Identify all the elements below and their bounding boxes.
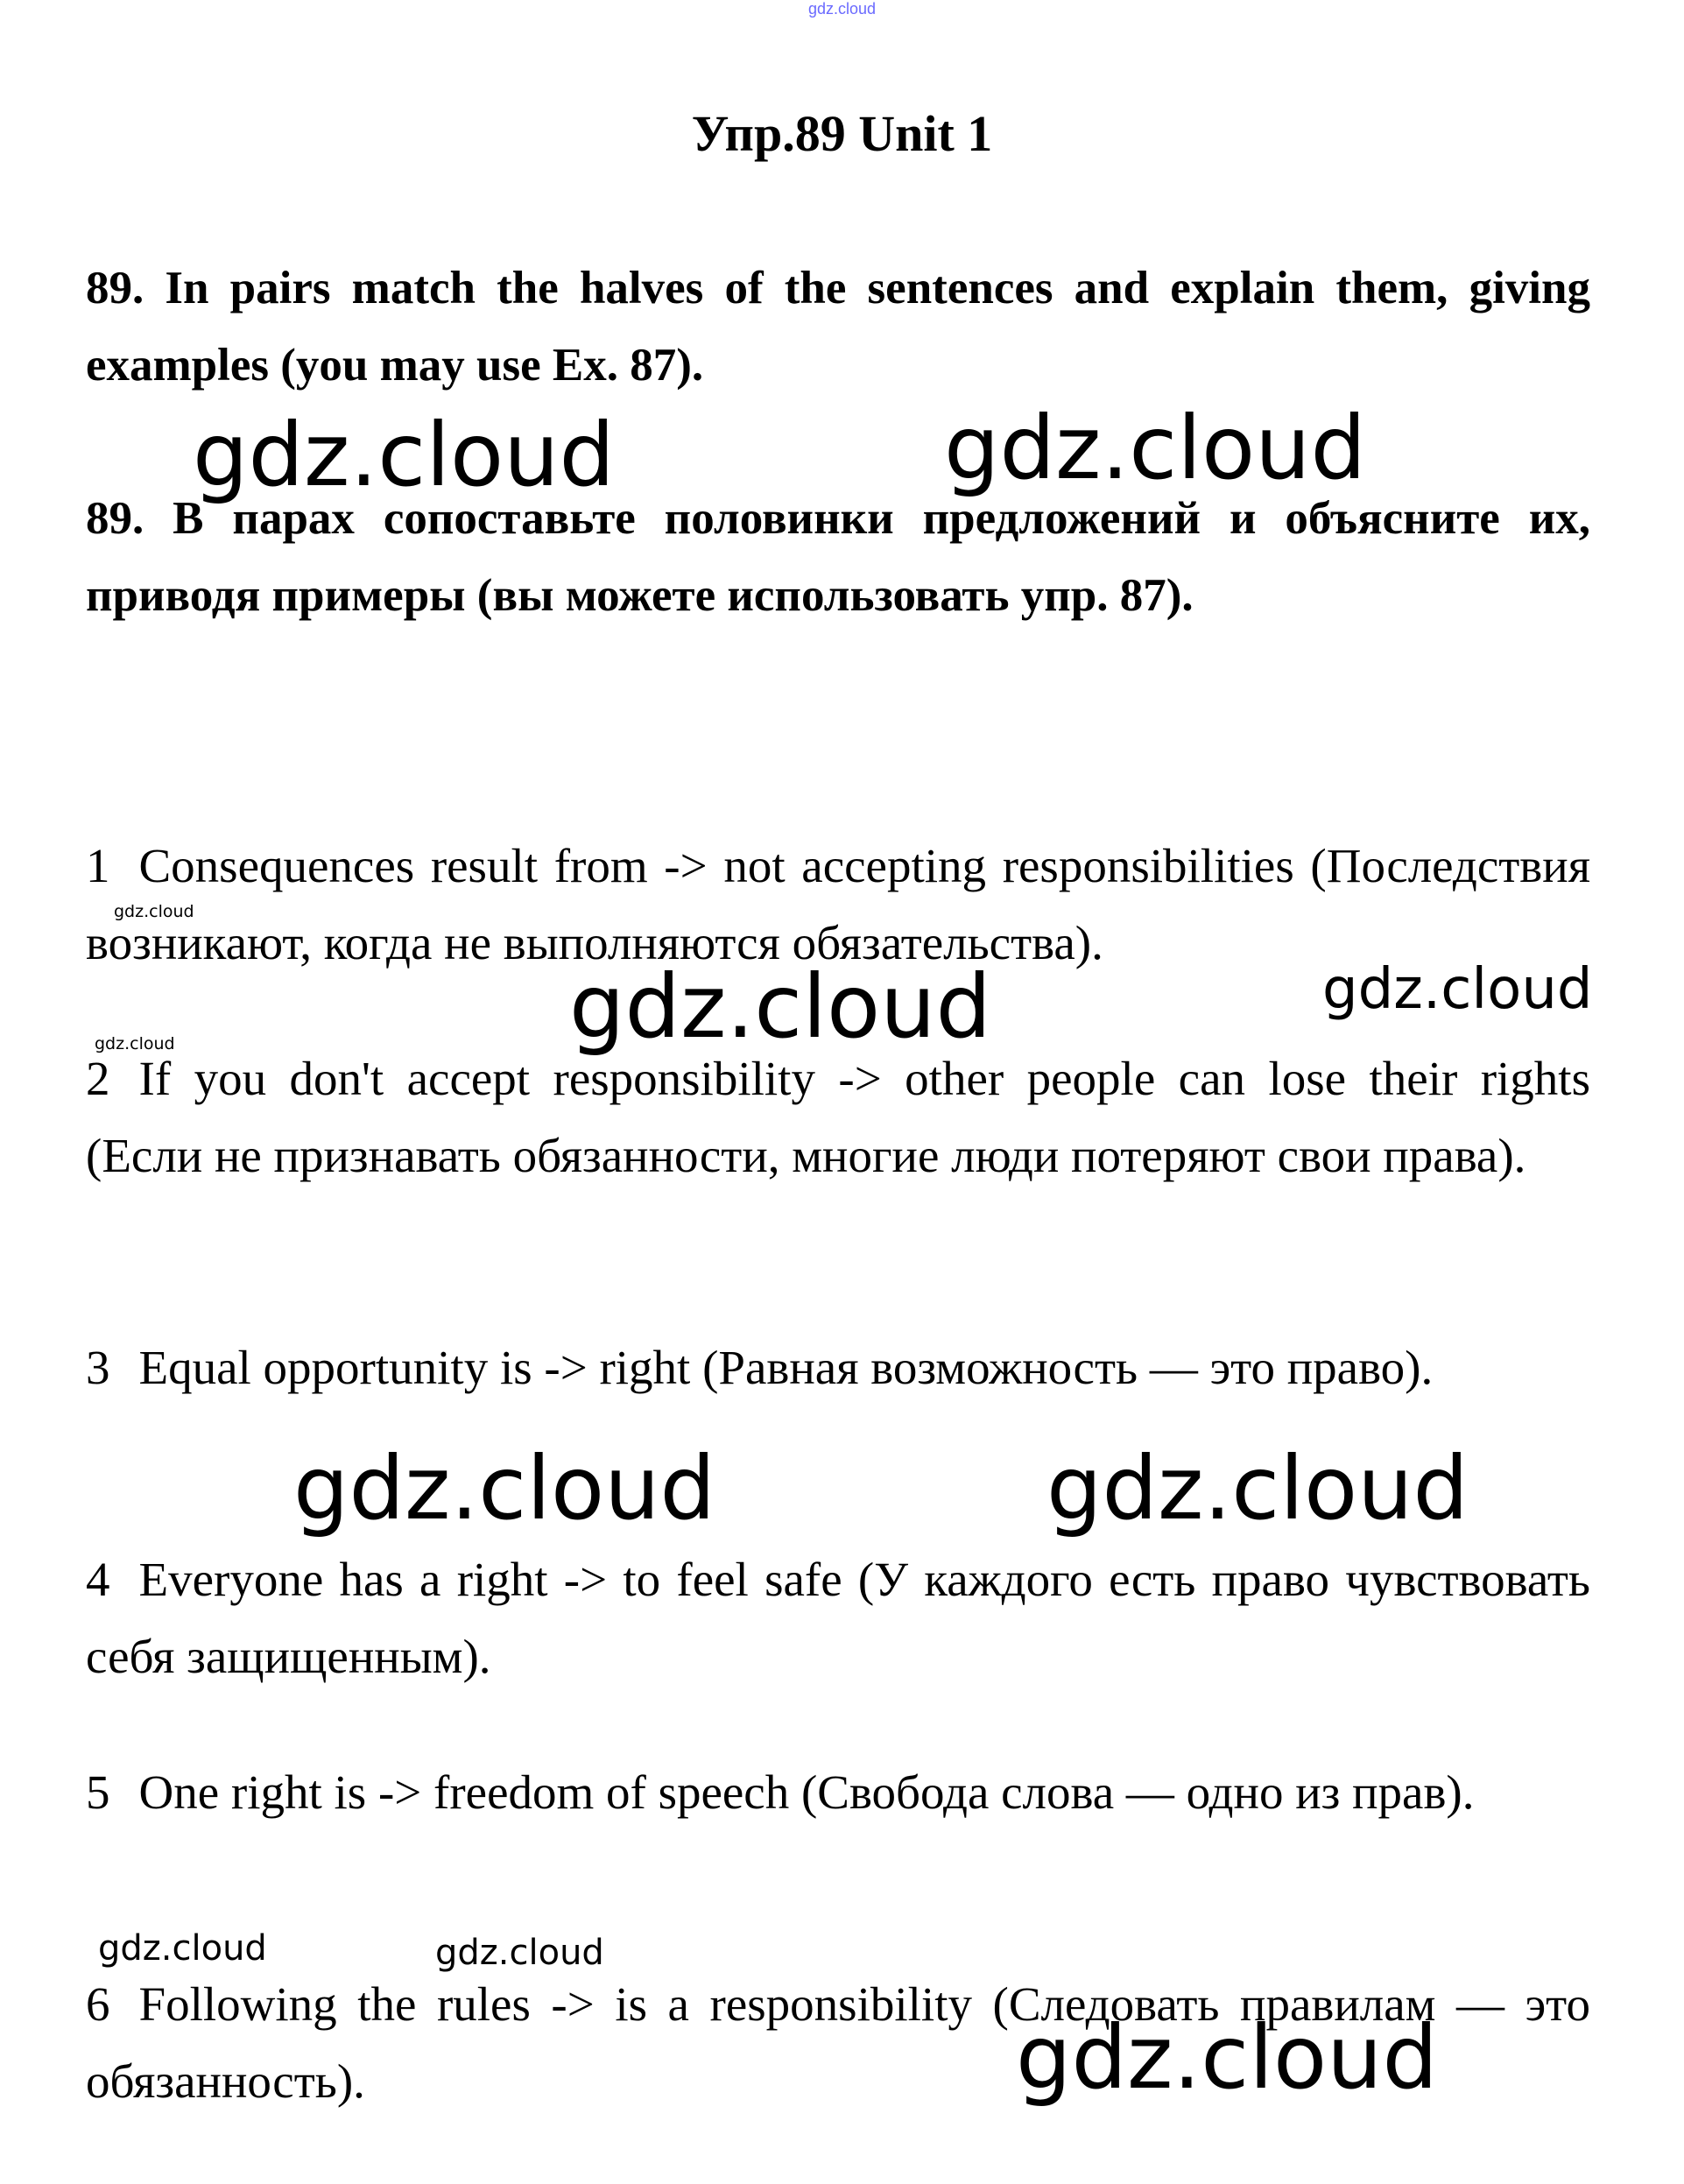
answer-number: 5 — [86, 1765, 110, 1819]
watermark: gdz.cloud — [569, 955, 992, 1058]
watermark: gdz.cloud — [98, 1928, 267, 1969]
watermark: gdz.cloud — [435, 1933, 604, 1973]
answer-text: If you don't accept responsibility -> other people can lose their rights (Если не признавать обязанности, многие люди потеряют свои права). — [86, 1052, 1590, 1182]
answer-item-5 — [86, 1754, 1590, 1831]
watermark: gdz.cloud — [193, 404, 616, 506]
task-english: 89. In pairs match the halves of the sentences and explain them, giving examples (you may use Ex. 87). — [86, 263, 1590, 391]
answer-text: One right is -> freedom of speech (Свобода слова — одно из прав). — [138, 1765, 1475, 1819]
answer-item-2 — [86, 1040, 1590, 1194]
answer-number: 6 — [86, 1977, 110, 2031]
watermark: gdz.cloud — [1016, 2006, 1439, 2109]
answer-number: 2 — [86, 1052, 110, 1105]
answer-text: Following the rules -> is a responsibility (Следовать правилам — это обязанность). — [86, 1977, 1590, 2108]
answer-item-3 — [86, 1329, 1590, 1406]
answer-number: 4 — [86, 1553, 110, 1606]
page-title: Упр.89 Unit 1 — [691, 105, 993, 162]
watermark: gdz.cloud — [944, 397, 1367, 499]
site-mark: gdz.cloud — [807, 0, 877, 18]
answer-text: Everyone has a right -> to feel safe (У каждого есть право чувствовать себя защищенным). — [86, 1553, 1590, 1683]
watermark: gdz.cloud — [114, 902, 194, 921]
answer-number: 1 — [86, 839, 110, 892]
answer-text: Consequences result from -> not accepting responsibilities (Последствия возникают, когда не выполняются обязательства). — [86, 839, 1590, 969]
answer-number: 3 — [86, 1341, 110, 1394]
answer-text: Equal opportunity is -> right (Равная возможность — это право). — [138, 1341, 1434, 1394]
watermark: gdz.cloud — [1046, 1437, 1469, 1539]
watermark: gdz.cloud — [293, 1437, 716, 1539]
answer-item-4 — [86, 1541, 1590, 1695]
watermark: gdz.cloud — [1322, 957, 1593, 1022]
watermark: gdz.cloud — [95, 1034, 175, 1053]
task-russian: 89. В парах сопоставьте половинки предложений и объясните их, приводя примеры (вы можете использовать упр. 87). — [86, 493, 1590, 621]
